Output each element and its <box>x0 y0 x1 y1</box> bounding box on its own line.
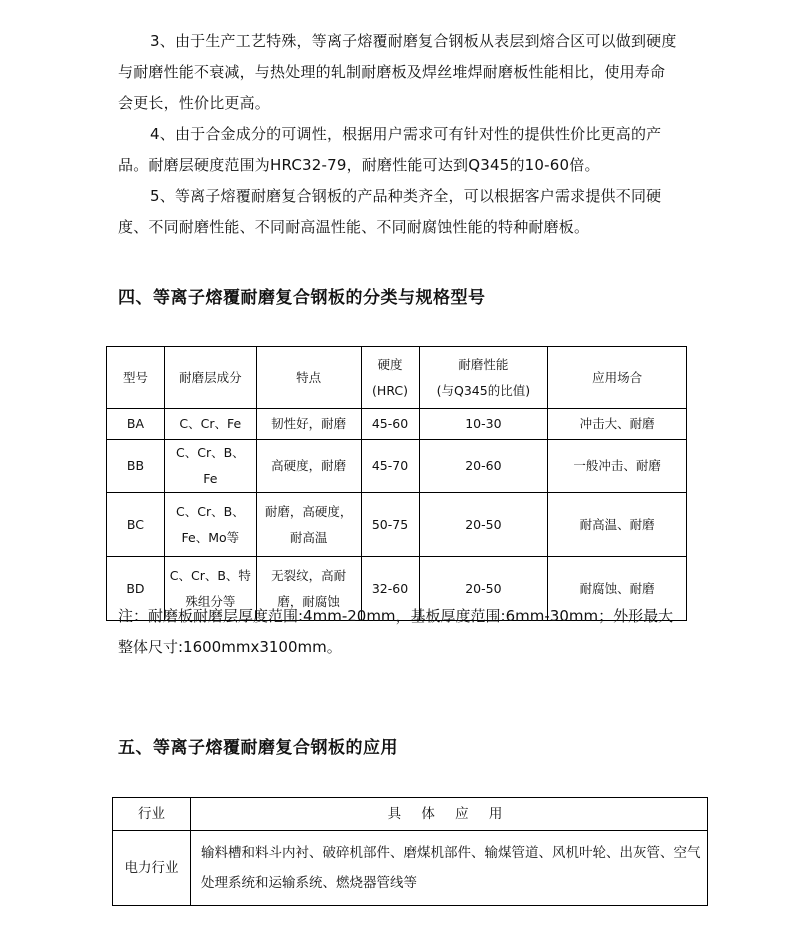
spec-table <box>106 346 687 621</box>
cell-wear: 10-30 <box>419 409 548 440</box>
cell-features: 韧性好，耐磨 <box>256 409 361 440</box>
cell-industry: 电力行业 <box>113 831 191 906</box>
paragraph-item-4: 4、由于合金成分的可调性，根据用户需求可有针对性的提供性价比更高的产品。耐磨层硬度范围为HRC32-79，耐磨性能可达到Q345的10-60倍。 <box>118 125 662 174</box>
header-hardness-line1: 硬度 <box>377 356 403 372</box>
cell-features: 高硬度，耐磨 <box>256 440 361 493</box>
cell-model: BB <box>107 440 165 493</box>
cell-model: BD <box>107 557 165 621</box>
cell-features: 耐磨，高硬度，耐高温 <box>256 493 361 557</box>
cell-wear: 20-60 <box>419 440 548 493</box>
cell-application-detail: 输料槽和料斗内衬、破碎机部件、磨煤机部件、输煤管道、风机叶轮、出灰管、空气处理系统和运输系统、燃烧器管线等 <box>191 831 708 906</box>
cell-composition: C、Cr、Fe <box>164 409 256 440</box>
table-row <box>113 831 708 906</box>
section-4-heading: 四、等离子熔覆耐磨复合钢板的分类与规格型号 <box>118 288 486 308</box>
spec-table-header <box>107 347 687 409</box>
header-specific-application: 具 体 应 用 <box>191 798 708 831</box>
header-hardness-line2: (HRC) <box>372 382 408 398</box>
section-5-heading: 五、等离子熔覆耐磨复合钢板的应用 <box>118 738 398 758</box>
header-composition: 耐磨层成分 <box>164 347 256 409</box>
paragraph-item-5: 5、等离子熔覆耐磨复合钢板的产品种类齐全，可以根据客户需求提供不同硬度、不同耐磨性能、不同耐高温性能、不同耐腐蚀性能的特种耐磨板。 <box>118 187 662 236</box>
cell-wear: 20-50 <box>419 493 548 557</box>
cell-model: BC <box>107 493 165 557</box>
cell-composition: C、Cr、B、特殊组分等 <box>164 557 256 621</box>
cell-hardness: 45-60 <box>361 409 419 440</box>
application-table-header <box>113 798 708 831</box>
cell-hardness: 50-75 <box>361 493 419 557</box>
paragraph-item-3: 3、由于生产工艺特殊，等离子熔覆耐磨复合钢板从表层到熔合区可以做到硬度与耐磨性能不衰减，与热处理的轧制耐磨板及焊丝堆焊耐磨板性能相比，使用寿命会更长，性价比更高。 <box>118 32 677 112</box>
header-wear-line2: (与Q345的比值) <box>436 382 531 398</box>
header-features: 特点 <box>256 347 361 409</box>
cell-application: 冲击大、耐磨 <box>548 409 687 440</box>
table-note: 注：耐磨板耐磨层厚度范围:4mm-20mm，基板厚度范围:6mm-30mm；外形最大整体尺寸:1600mmx3100mm。 <box>118 607 674 656</box>
cell-composition: C、Cr、B、Fe <box>164 440 256 493</box>
header-wear-line1: 耐磨性能 <box>458 356 509 372</box>
header-model: 型号 <box>107 347 165 409</box>
cell-features: 无裂纹，高耐磨，耐腐蚀 <box>256 557 361 621</box>
table-row <box>107 493 687 557</box>
cell-hardness: 32-60 <box>361 557 419 621</box>
header-industry: 行业 <box>113 798 191 831</box>
header-wear <box>419 347 548 409</box>
header-application: 应用场合 <box>548 347 687 409</box>
table-row <box>107 440 687 493</box>
cell-application: 耐高温、耐磨 <box>548 493 687 557</box>
header-hardness <box>361 347 419 409</box>
application-table <box>112 797 708 906</box>
cell-model: BA <box>107 409 165 440</box>
cell-application: 一般冲击、耐磨 <box>548 440 687 493</box>
cell-wear: 20-50 <box>419 557 548 621</box>
cell-application: 耐腐蚀、耐磨 <box>548 557 687 621</box>
cell-hardness: 45-70 <box>361 440 419 493</box>
cell-composition: C、Cr、B、Fe、Mo等 <box>164 493 256 557</box>
table-row <box>107 409 687 440</box>
